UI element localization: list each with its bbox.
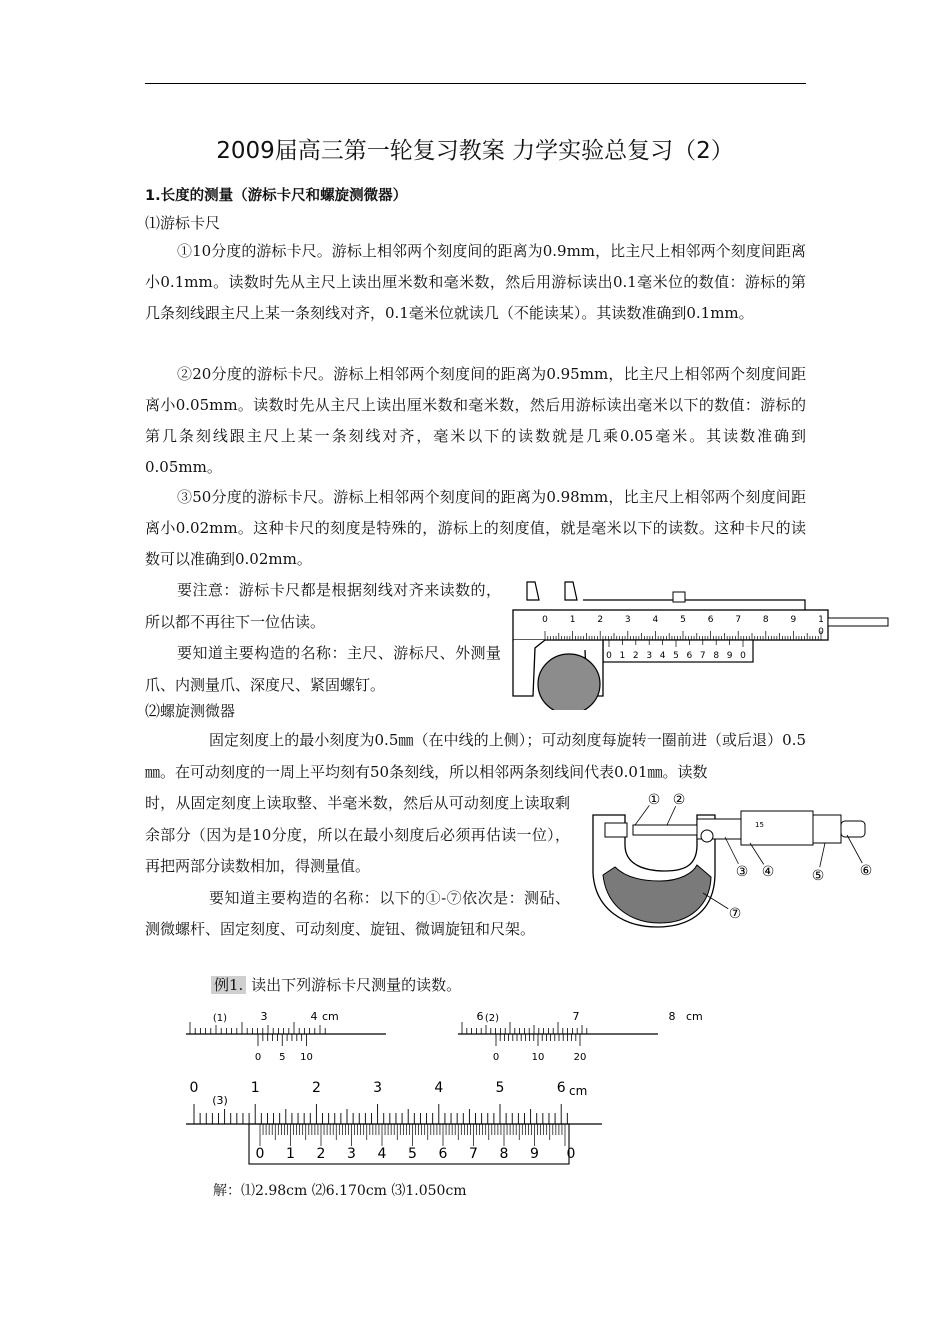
vernier-exercises bbox=[180, 998, 720, 1174]
main-scale-label: 2 bbox=[597, 615, 604, 625]
subheading-vernier: ⑴游标卡尺 bbox=[145, 214, 221, 232]
main-label: 2 bbox=[311, 1080, 321, 1096]
measured-object bbox=[538, 654, 600, 710]
vernier-frame-top bbox=[583, 600, 805, 610]
unit-label: cm bbox=[686, 1010, 703, 1023]
vernier-label: 10 bbox=[531, 1052, 545, 1063]
thimble bbox=[741, 811, 813, 845]
vernier-label: 0 bbox=[254, 1052, 262, 1063]
vernier-label: 9 bbox=[530, 1146, 539, 1162]
thimble-mark: 15 bbox=[755, 821, 764, 829]
main-scale-label: 8 bbox=[762, 615, 769, 625]
ratchet-knob bbox=[813, 815, 841, 843]
callout-number: ① bbox=[647, 792, 661, 808]
exercise-ruler-1 bbox=[186, 1010, 386, 1063]
vernier-scale-label: 3 bbox=[646, 651, 653, 661]
paragraph-50-division: ③50分度的游标卡尺。游标上相邻两个刻度间的距离为0.98mm，比主尺上相邻两个刻度间距离小0.02mm。这种卡尺的刻度是特殊的，游标上的刻度值，就是毫米以下的读数。这种卡尺的读数可以准确到0.02mm。 bbox=[145, 488, 806, 568]
vernier-scale-label: 5 bbox=[673, 651, 679, 661]
caliper-notes bbox=[145, 575, 501, 701]
main-label: 6 bbox=[476, 1010, 484, 1023]
micrometer-text-2: 时，从固定刻度上读取整、半毫米数，然后从可动刻度上读取剩余部分（因为是10分度，所以在最小刻度后必须再估读一位），再把两部分读数相加，得测量值。 bbox=[145, 794, 570, 875]
main-scale-label: 1 bbox=[818, 615, 824, 625]
note-parts: 要知道主要构造的名称：主尺、游标尺、外测量爪、内测量爪、深度尺、紧固螺钉。 bbox=[145, 644, 501, 694]
main-label: 8 bbox=[668, 1010, 676, 1023]
vernier-scale-label: 7 bbox=[699, 651, 706, 661]
main-scale-label: 9 bbox=[790, 615, 797, 625]
unit-label: cm bbox=[569, 1084, 588, 1098]
unit-label: cm bbox=[322, 1010, 339, 1023]
micrometer-text-1: 固定刻度上的最小刻度为0.5㎜（在中线的上侧）；可动刻度每旋转一圈前进（或后退）0.5㎜。在可动刻度的一周上平均刻有50条刻线，所以相邻两条刻线间代表0.01㎜。读数 bbox=[145, 731, 806, 781]
vernier-label: 3 bbox=[347, 1146, 356, 1162]
main-label: 0 bbox=[189, 1080, 199, 1096]
vernier-scale-label: 8 bbox=[713, 651, 720, 661]
callout-number: ② bbox=[672, 792, 686, 808]
micrometer-intro bbox=[145, 725, 806, 788]
vernier-scale-label: 1 bbox=[619, 651, 626, 661]
note-reading: 要注意：游标卡尺都是根据刻线对齐来读数的，所以都不再往下一位估读。 bbox=[145, 581, 501, 631]
ruler-tag: (2) bbox=[484, 1013, 500, 1024]
vernier-scale-label: 4 bbox=[659, 651, 666, 661]
lock-lever bbox=[701, 830, 713, 842]
vernier-label: 1 bbox=[286, 1146, 295, 1162]
main-scale-label: 1 bbox=[569, 615, 576, 625]
vernier-label: 2 bbox=[316, 1146, 326, 1162]
main-scale-label: 3 bbox=[624, 615, 631, 625]
callout-number: ④ bbox=[761, 864, 775, 880]
main-label: 1 bbox=[250, 1080, 260, 1096]
main-label: 5 bbox=[495, 1080, 505, 1096]
paragraph-10-division: ①10分度的游标卡尺。游标上相邻两个刻度间的距离为0.9mm，比主尺上相邻两个刻度间距离小0.1mm。读数时先从主尺上读出厘米数和毫米数，然后用游标读出0.1毫米位的数值：游标的第几条刻线跟主尺上某一条刻线对齐，0.1毫米位就读几（不能读某）。其读数准确到0.1mm。 bbox=[145, 242, 806, 322]
main-label: 4 bbox=[310, 1010, 318, 1023]
example-text: 读出下列游标卡尺测量的读数。 bbox=[251, 976, 462, 994]
inner-jaw-movable bbox=[565, 582, 577, 600]
locking-screw bbox=[673, 592, 685, 602]
main-label: 6 bbox=[556, 1080, 566, 1096]
vernier-label: 0 bbox=[492, 1052, 500, 1063]
section-heading: 1.长度的测量（游标卡尺和螺旋测微器） bbox=[145, 188, 408, 204]
vernier-label: 5 bbox=[408, 1146, 417, 1162]
exercise-ruler-2 bbox=[458, 1010, 703, 1063]
answer-line: 解：⑴2.98cm ⑵6.170cm ⑶1.050cm bbox=[213, 1183, 467, 1199]
micrometer-figure bbox=[585, 785, 885, 935]
spindle bbox=[633, 825, 697, 835]
vernier-label: 7 bbox=[469, 1146, 478, 1162]
callout-number: ⑥ bbox=[859, 863, 873, 879]
inner-jaw-fixed bbox=[527, 582, 539, 600]
vernier-label: 10 bbox=[300, 1052, 313, 1063]
main-scale-label: 0 bbox=[818, 627, 824, 637]
anvil bbox=[605, 823, 627, 837]
ruler-tag: (1) bbox=[212, 1013, 228, 1024]
header-rule bbox=[145, 83, 806, 84]
vernier-scale-label: 6 bbox=[686, 651, 693, 661]
vernier-label: 20 bbox=[573, 1052, 587, 1063]
ruler-tag: (3) bbox=[212, 1094, 228, 1107]
exercise-ruler-3 bbox=[186, 1080, 602, 1164]
callout-number: ⑤ bbox=[811, 868, 825, 884]
main-scale-label: 5 bbox=[680, 615, 686, 625]
depth-rod bbox=[828, 618, 888, 626]
main-scale-bar bbox=[513, 610, 828, 640]
vernier-scale-label: 0 bbox=[606, 651, 612, 661]
main-label: 7 bbox=[572, 1010, 580, 1023]
fine-adjust-knob bbox=[841, 821, 865, 837]
micrometer-wrap bbox=[145, 788, 570, 946]
page-title: 2009届高三第一轮复习教案 力学实验总复习（2） bbox=[216, 138, 734, 164]
example-1 bbox=[211, 974, 461, 995]
main-scale-label: 4 bbox=[652, 615, 659, 625]
main-label: 3 bbox=[260, 1010, 268, 1023]
main-scale-label: 6 bbox=[707, 615, 714, 625]
main-label: 3 bbox=[373, 1080, 383, 1096]
vernier-label: 4 bbox=[377, 1146, 387, 1162]
subheading-micrometer: ⑵螺旋测微器 bbox=[145, 702, 236, 720]
vernier-label: 0 bbox=[566, 1146, 576, 1162]
main-scale-label: 0 bbox=[542, 615, 548, 625]
vernier-label: 0 bbox=[255, 1146, 265, 1162]
callout-number: ⑦ bbox=[728, 906, 742, 922]
vernier-scale-label: 0 bbox=[740, 651, 746, 661]
example-tag: 例1. bbox=[211, 976, 246, 994]
callout-number: ③ bbox=[735, 864, 749, 880]
main-label: 4 bbox=[434, 1080, 444, 1096]
vernier-label: 5 bbox=[279, 1052, 286, 1063]
vernier-label: 6 bbox=[438, 1146, 448, 1162]
vernier-label: 8 bbox=[499, 1146, 509, 1162]
micrometer-parts: 要知道主要构造的名称：以下的①-⑦依次是：测砧、测微螺杆、固定刻度、可动刻度、旋钮、微调旋钮和尺架。 bbox=[145, 888, 570, 938]
vernier-scale-label: 9 bbox=[726, 651, 733, 661]
vernier-scale-label: 2 bbox=[632, 651, 639, 661]
vernier-caliper-figure bbox=[505, 578, 895, 710]
main-scale-label: 7 bbox=[735, 615, 742, 625]
paragraph-20-division: ②20分度的游标卡尺。游标上相邻两个刻度间的距离为0.95mm，比主尺上相邻两个刻度间距离小0.05mm。读数时先从主尺上读出厘米数和毫米数，然后用游标读出毫米以下的数值：游标的第几条刻线跟主尺上某一条刻线对齐，毫米以下的读数就是几乘0.05毫米。其读数准确到0.05mm。 bbox=[145, 365, 806, 476]
